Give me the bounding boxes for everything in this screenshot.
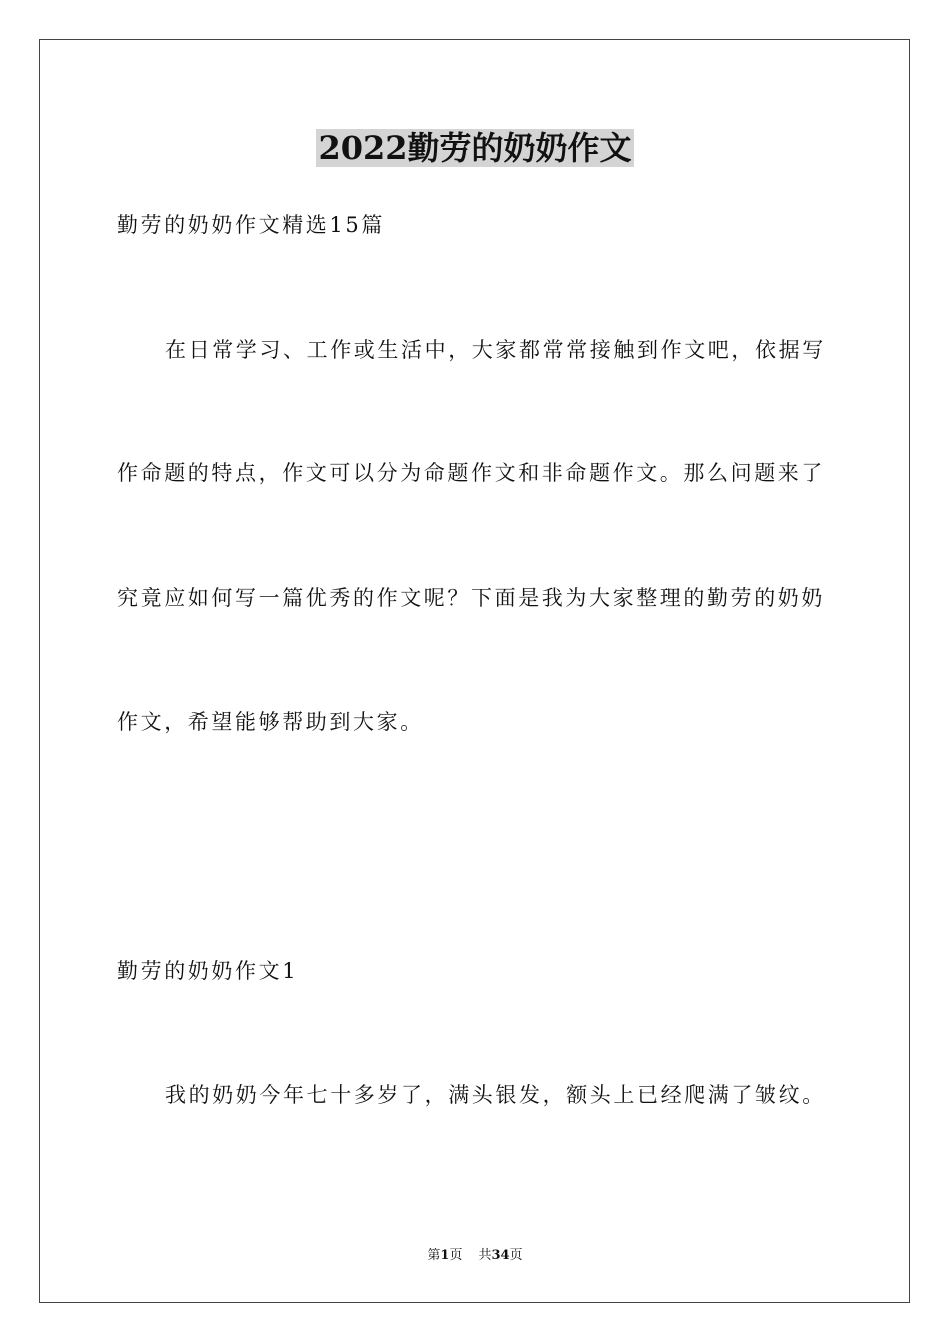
footer-page-prefix: 第 — [427, 1248, 441, 1263]
intro-line-2: 作命题的特点，作文可以分为命题作文和非命题作文。那么问题来了 — [117, 461, 825, 485]
footer-page-number: 1 — [440, 1248, 450, 1263]
intro-line-1: 在日常学习、工作或生活中，大家都常常接触到作文吧，依据写 — [165, 338, 826, 362]
section-paragraph-line-1: 我的奶奶今年七十多岁了，满头银发，额头上已经爬满了皱纹。 — [165, 1083, 826, 1107]
document-title — [0, 126, 950, 170]
document-subtitle: 勤劳的奶奶作文精选15篇 — [117, 213, 385, 237]
page-footer — [0, 1247, 950, 1265]
intro-line-4: 作文，希望能够帮助到大家。 — [117, 710, 424, 734]
footer-page-suffix: 页 — [449, 1248, 463, 1263]
document-title-text: 2022勤劳的奶奶作文 — [318, 129, 632, 167]
section-heading: 勤劳的奶奶作文1 — [117, 959, 299, 983]
footer-total-pages: 34 — [491, 1248, 510, 1263]
footer-total-prefix: 共 — [478, 1248, 492, 1263]
intro-line-3: 究竟应如何写一篇优秀的作文呢？下面是我为大家整理的勤劳的奶奶 — [117, 586, 825, 610]
footer-total-suffix: 页 — [509, 1248, 523, 1263]
